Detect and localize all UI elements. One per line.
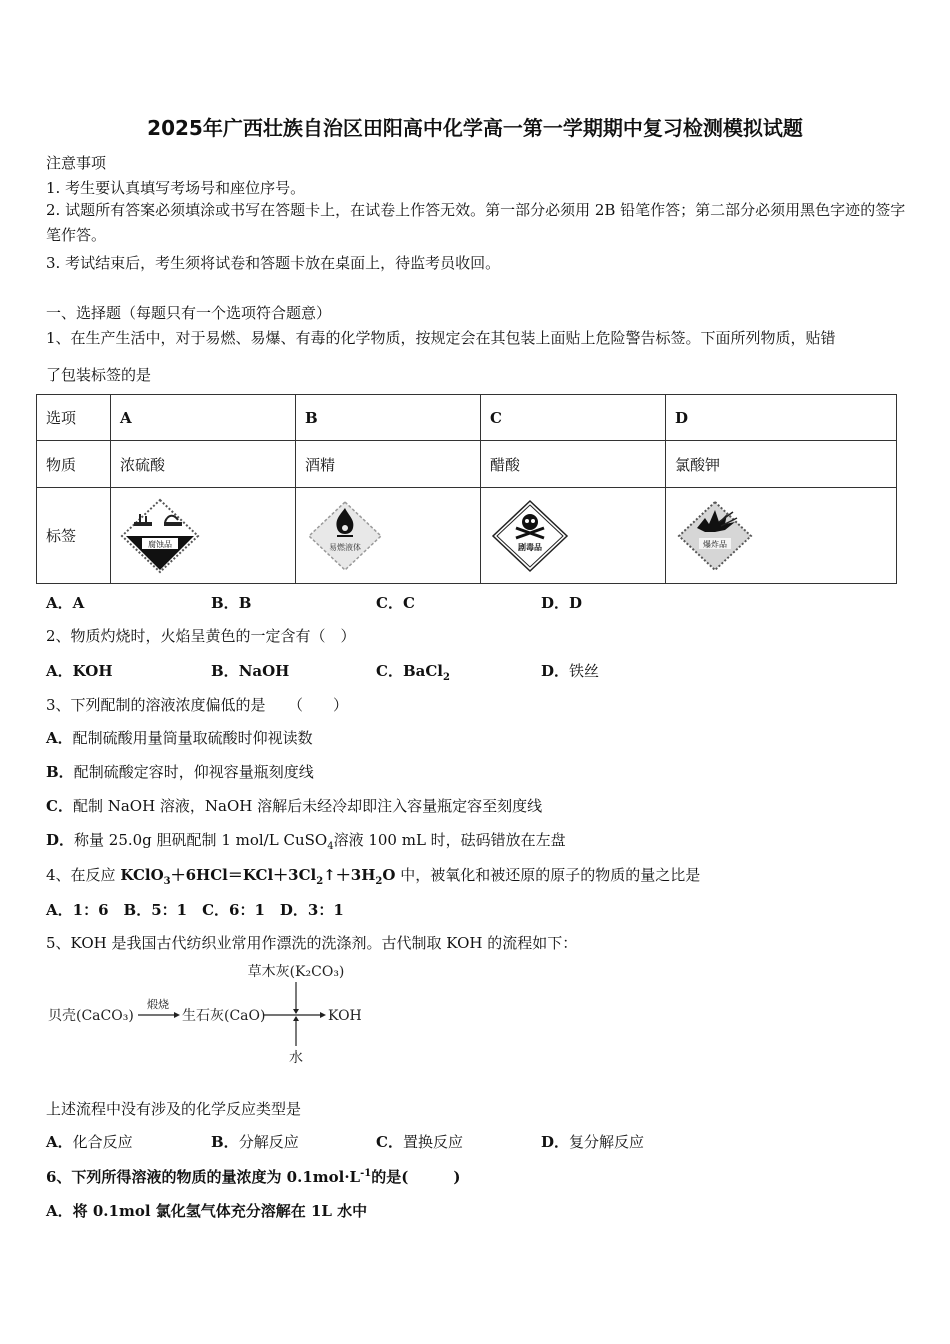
- q5-option-c[interactable]: C．置换反应: [376, 1133, 463, 1151]
- q1-option-a[interactable]: A．A: [46, 594, 85, 612]
- q1-option-c[interactable]: C．C: [376, 594, 415, 612]
- q2-option-a[interactable]: A．KOH: [46, 662, 113, 680]
- substance-d: 氯酸钾: [666, 441, 897, 488]
- q3-stem: 3、下列配制的溶液浓度偏低的是 （ ）: [46, 696, 349, 714]
- q5-option-d[interactable]: D．复分解反应: [541, 1133, 645, 1151]
- substance-b: 酒精: [296, 441, 481, 488]
- q1-option-d[interactable]: D．D: [541, 594, 583, 612]
- q1-table: [36, 394, 897, 584]
- q4-options[interactable]: A．1：6 B．5：1 C．6：1 D．3：1: [46, 901, 344, 919]
- label-c: [481, 488, 666, 584]
- explosive-icon: [675, 498, 755, 574]
- notice-item-1: 1. 考生要认真填写考场号和座位序号。: [46, 179, 306, 197]
- page-title: 2025年广西壮族自治区田阳高中化学高一第一学期期中复习检测模拟试题: [147, 116, 803, 140]
- svg-text:水: 水: [289, 1050, 303, 1066]
- section-heading: 一、选择题（每题只有一个选项符合题意）: [46, 304, 332, 322]
- q1-option-b[interactable]: B．B: [211, 594, 252, 612]
- notice-item-2: 2. 试题所有答案必须填涂或书写在答题卡上，在试卷上作答无效。第一部分必须用 2B 铅笔作答；第二部分必须用黑色字迹的签字笔作答。: [46, 201, 906, 244]
- q1-stem-cont: 了包装标签的是: [46, 366, 152, 384]
- q3-option-d[interactable]: D．称量 25.0g 胆矾配制 1 mol/L CuSO$_4$溶液 100 mL 时，砝码错放在左盘: [46, 831, 566, 852]
- q3-option-b[interactable]: B．配制硫酸定容时，仰视容量瓶刻度线: [46, 763, 314, 781]
- label-d: [666, 488, 897, 584]
- q2-option-b[interactable]: B．NaOH: [211, 662, 290, 680]
- q3-option-a[interactable]: A．配制硫酸用量筒量取硫酸时仰视读数: [46, 729, 313, 747]
- svg-text:易燃液体: 易燃液体: [329, 542, 361, 552]
- table-row: [37, 395, 897, 441]
- svg-text:草木灰(K₂CO₃): 草木灰(K₂CO₃): [247, 964, 345, 980]
- q6-option-a[interactable]: A．将 0.1mol 氯化氢气体充分溶解在 1L 水中: [46, 1202, 368, 1220]
- q2-option-d[interactable]: D．铁丝: [541, 662, 600, 680]
- option-b-header: B: [296, 395, 481, 441]
- row-header-option: 选项: [37, 395, 111, 441]
- svg-text:爆炸品: 爆炸品: [703, 539, 727, 549]
- svg-text:煅烧: 煅烧: [147, 998, 169, 1011]
- q5-option-b[interactable]: B．分解反应: [211, 1133, 299, 1151]
- svg-text:KOH: KOH: [328, 1008, 362, 1024]
- svg-text:剧毒品: 剧毒品: [518, 541, 542, 552]
- q6-stem: 6、下列所得溶液的物质的量浓度为 $0.1mol\cdot L^{-1}$的是( ): [46, 1168, 461, 1186]
- flammable-liquid-icon: [305, 498, 385, 574]
- q5-option-a[interactable]: A．化合反应: [46, 1133, 133, 1151]
- option-a-header: A: [111, 395, 296, 441]
- label-b: [296, 488, 481, 584]
- q1-stem: 1、在生产生活中，对于易燃、易爆、有毒的化学物质，按规定会在其包装上面贴上危险警告标签。下面所列物质，贴错: [46, 329, 836, 347]
- svg-text:贝壳(CaCO₃): 贝壳(CaCO₃): [48, 1008, 134, 1024]
- svg-text:腐蚀品: 腐蚀品: [148, 539, 172, 549]
- svg-text:生石灰(CaO): 生石灰(CaO): [182, 1008, 266, 1024]
- option-d-header: D: [666, 395, 897, 441]
- q2-option-c[interactable]: C．BaCl$_2$: [376, 662, 450, 683]
- row-header-substance: 物质: [37, 441, 111, 488]
- notice-item-3: 3. 考试结束后，考生须将试卷和答题卡放在桌面上，待监考员收回。: [46, 254, 501, 272]
- q2-stem: 2、物质灼烧时，火焰呈黄色的一定含有（ ）: [46, 627, 356, 645]
- substance-c: 醋酸: [481, 441, 666, 488]
- row-header-label: 标签: [37, 488, 111, 584]
- corrosive-icon: [120, 498, 200, 574]
- label-a: [111, 488, 296, 584]
- table-row: [37, 488, 897, 584]
- notice-heading: 注意事项: [46, 154, 107, 172]
- table-row: [37, 441, 897, 488]
- q5-question: 上述流程中没有涉及的化学反应类型是: [46, 1100, 302, 1118]
- substance-a: 浓硫酸: [111, 441, 296, 488]
- koh-flow-diagram: [46, 958, 366, 1068]
- q4-stem: 4、在反应 $KClO_3+6HCl=KCl+3Cl_2↑+3H_2O$ 中，被氧化和被还原的原子的物质的量之比是: [46, 866, 701, 887]
- q3-option-c[interactable]: C．配制 NaOH 溶液，NaOH 溶解后未经冷却即注入容量瓶定容至刻度线: [46, 797, 543, 815]
- q5-stem: 5、KOH 是我国古代纺织业常用作漂洗的洗涤剂。古代制取 KOH 的流程如下：: [46, 934, 578, 952]
- option-c-header: C: [481, 395, 666, 441]
- toxic-skull-icon: [490, 498, 570, 574]
